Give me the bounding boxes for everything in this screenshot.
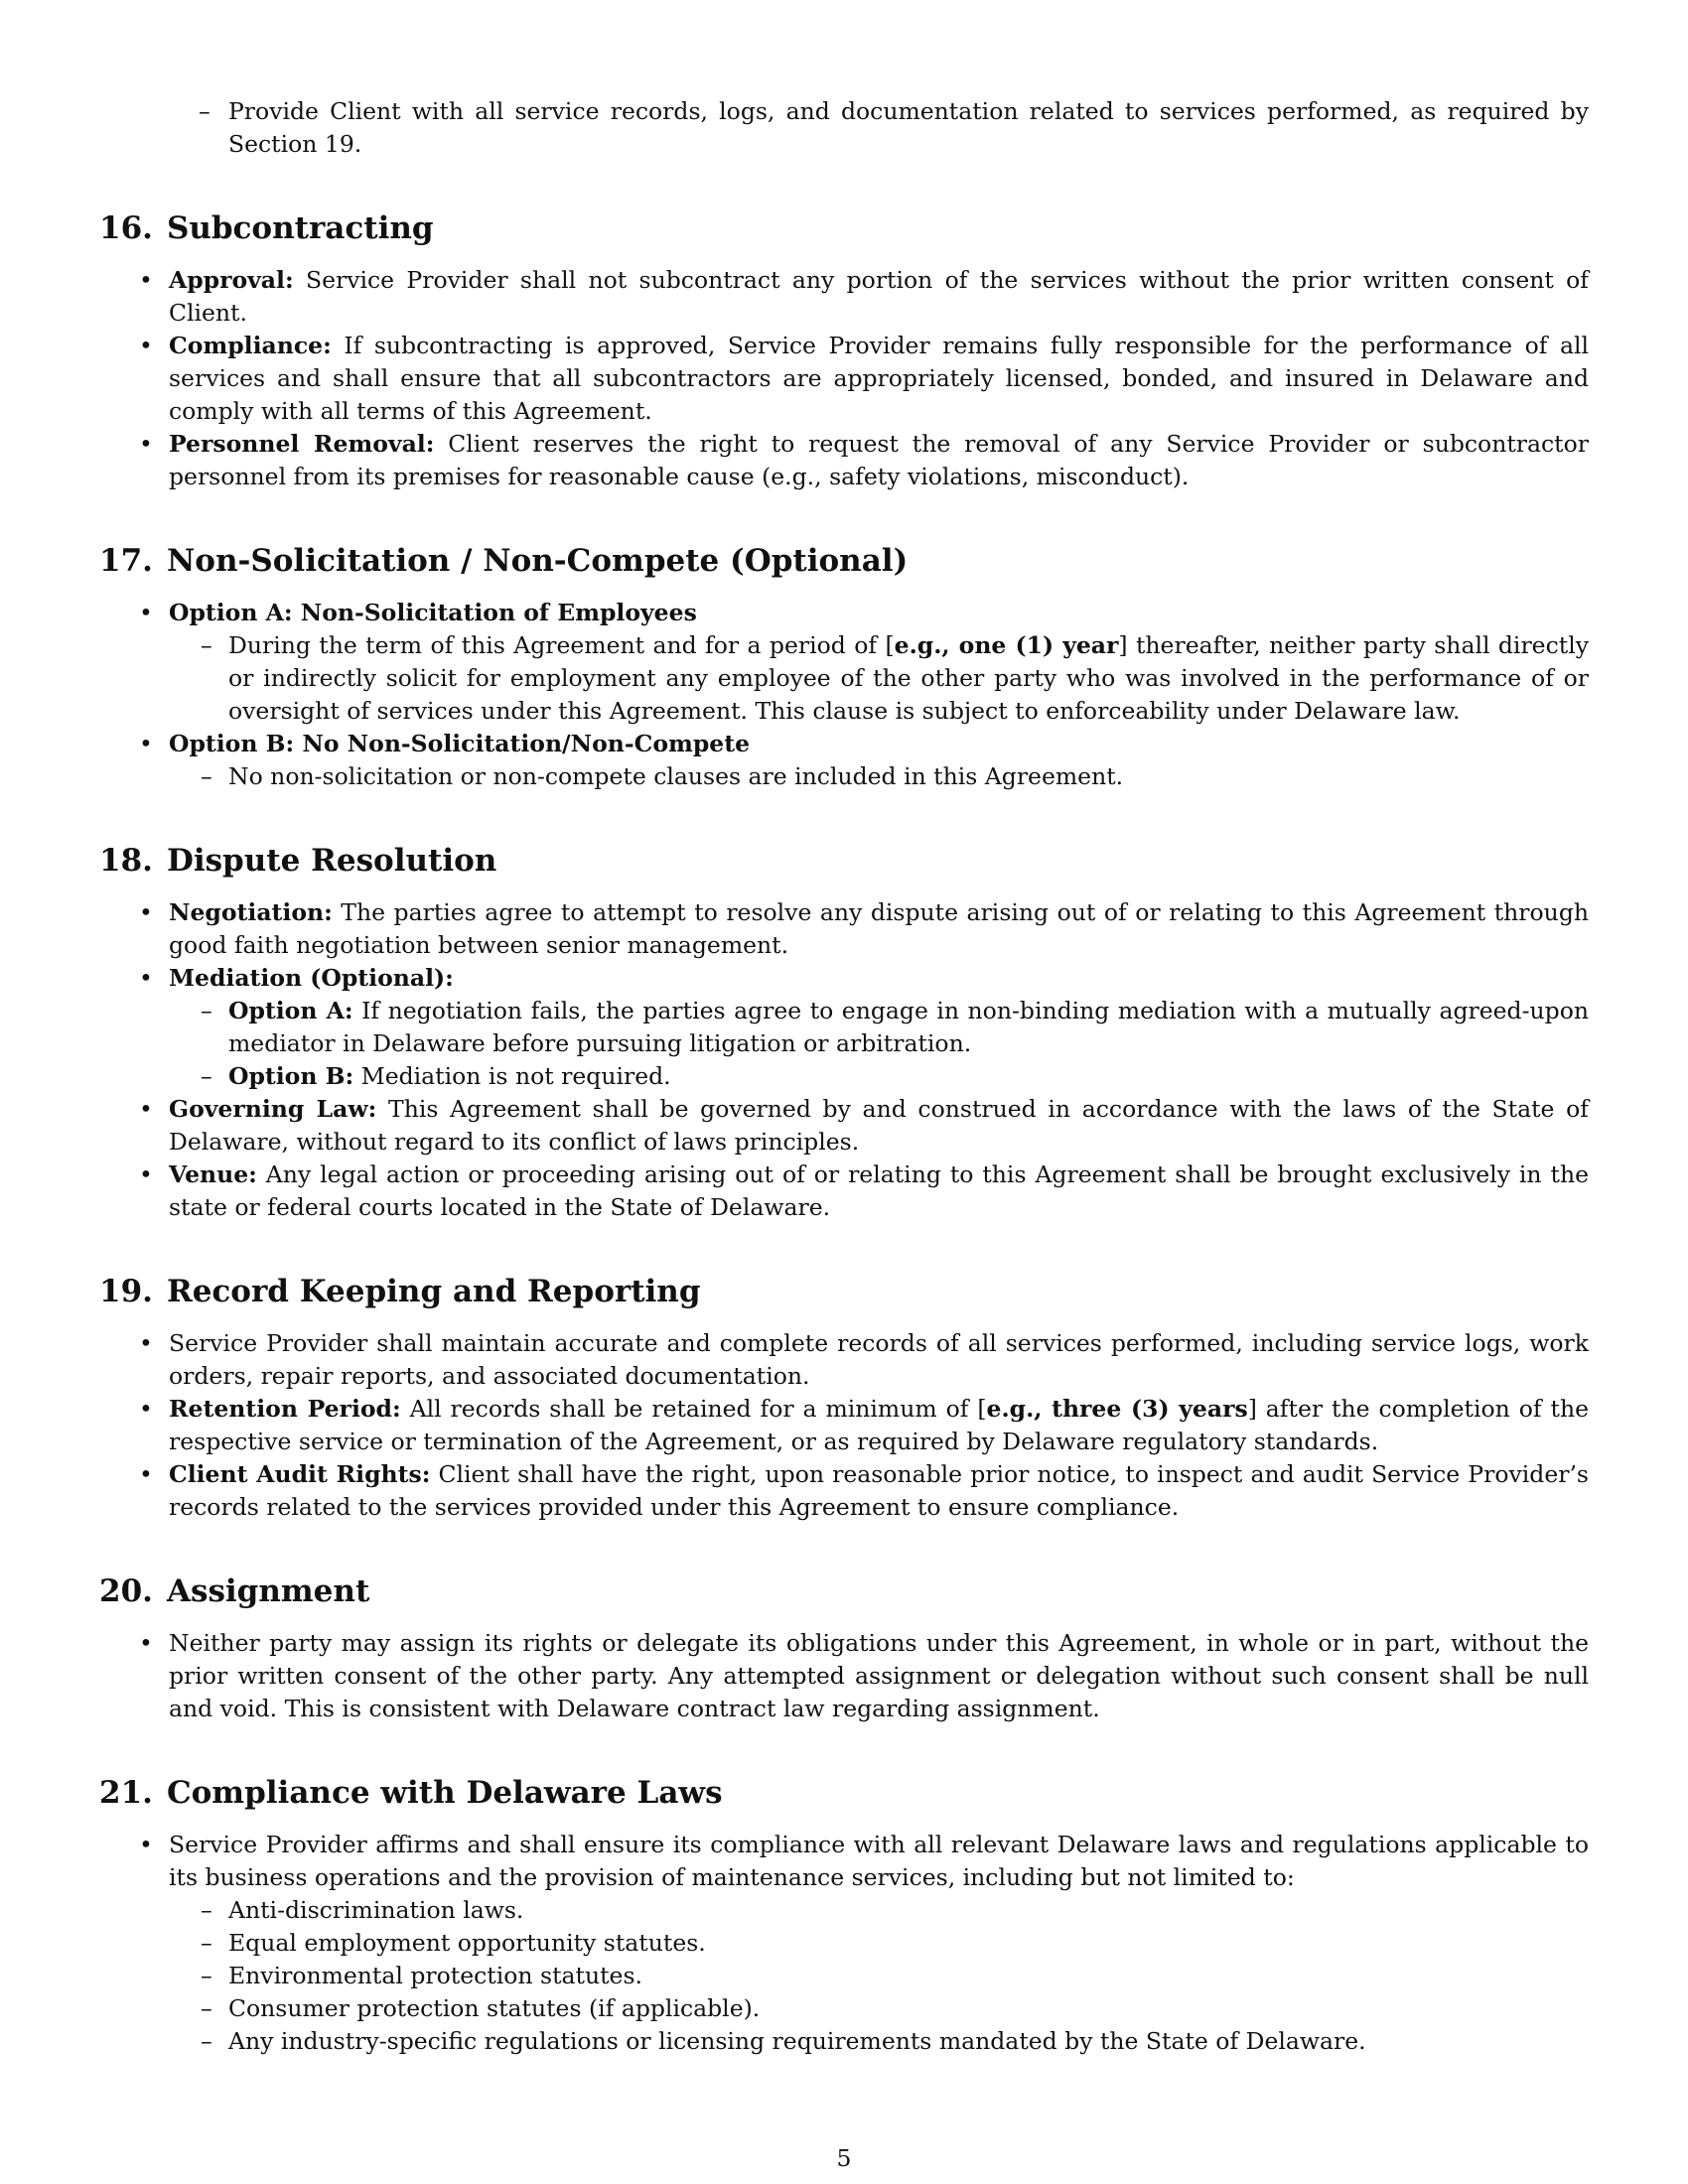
section-16-list xyxy=(99,264,1589,493)
list-item: • Service Provider shall maintain accurate and complete records of all services performed, including service logs, work orders, repair reports, and associated documentation. xyxy=(99,1327,1589,1393)
section-heading-16: 16. Subcontracting xyxy=(99,210,434,246)
list-item: • Mediation (Optional): – Option A: If negotiation fails, the parties agree to engage in non-binding mediation with a mutually agreed-upon mediator in Delaware before pursuing litigation or arbitration. – Option B: Mediation is not required. xyxy=(99,962,1589,1093)
list-item: • Option B: No Non-Solicitation/Non-Compete – No non-solicitation or non-compete clauses are included in this Agreement. xyxy=(99,728,1589,793)
sub-list-item: – Equal employment opportunity statutes. xyxy=(169,1927,1589,1960)
list-item: – Provide Client with all service records, logs, and documentation related to services performed, as required by Section 19. xyxy=(99,95,1589,161)
sub-list-item: – No non-solicitation or non-compete clauses are included in this Agreement. xyxy=(169,760,1589,793)
section-17-list xyxy=(99,597,1589,793)
carryover-list xyxy=(99,95,1589,161)
sub-list-item: – Option A: If negotiation fails, the parties agree to engage in non-binding mediation with a mutually agreed-upon mediator in Delaware before pursuing litigation or arbitration. xyxy=(169,995,1589,1060)
section-heading-21: 21. Compliance with Delaware Laws xyxy=(99,1775,723,1811)
sub-list-item: – Environmental protection statutes. xyxy=(169,1960,1589,1992)
sub-list-item: – Option B: Mediation is not required. xyxy=(169,1060,1589,1093)
list-item: • Retention Period: All records shall be retained for a minimum of [e.g., three (3) years] after the completion of the respective service or termination of the Agreement, or as required by Delaware regulatory standards. xyxy=(99,1393,1589,1458)
page-number: 5 xyxy=(836,2144,852,2172)
list-item: • Venue: Any legal action or proceeding arising out of or relating to this Agreement shall be brought exclusively in the state or federal courts located in the State of Delaware. xyxy=(99,1159,1589,1224)
section-heading-18: 18. Dispute Resolution xyxy=(99,843,497,879)
list-item: • Approval: Service Provider shall not subcontract any portion of the services without the prior written consent of Client. xyxy=(99,264,1589,330)
section-19-list xyxy=(99,1327,1589,1524)
section-20-list xyxy=(99,1627,1589,1725)
list-item: • Service Provider affirms and shall ensure its compliance with all relevant Delaware laws and regulations applicable to its business operations and the provision of maintenance services, including but not limited to: – Anti-discrimination laws. – Equal employment opportunity statutes. – Environmental protection statutes. – Consumer protection statutes (if applicable). – Any industry-specific regulations or licensing requirements mandated by the State of Delaware. xyxy=(99,1829,1589,2058)
list-item: • Compliance: If subcontracting is approved, Service Provider remains fully responsible for the performance of all services and shall ensure that all subcontractors are appropriately licensed, bonded, and insured in Delaware and comply with all terms of this Agreement. xyxy=(99,330,1589,428)
sub-list-item: – Consumer protection statutes (if applicable). xyxy=(169,1992,1589,2025)
list-item: • Governing Law: This Agreement shall be governed by and construed in accordance with the laws of the State of Delaware, without regard to its conflict of laws principles. xyxy=(99,1093,1589,1159)
sub-list-item: – Anti-discrimination laws. xyxy=(169,1894,1589,1927)
document-page xyxy=(99,95,1589,2058)
list-item: • Neither party may assign its rights or delegate its obligations under this Agreement, in whole or in part, without the prior written consent of the other party. Any attempted assignment or delegation without such consent shall be null and void. This is consistent with Delaware contract law regarding assignment. xyxy=(99,1627,1589,1725)
section-21-list xyxy=(99,1829,1589,2058)
sub-list-item: – Any industry-specific regulations or licensing requirements mandated by the State of Delaware. xyxy=(169,2025,1589,2058)
section-heading-20: 20. Assignment xyxy=(99,1573,370,1609)
list-item: • Personnel Removal: Client reserves the right to request the removal of any Service Provider or subcontractor personnel from its premises for reasonable cause (e.g., safety violations, misconduct). xyxy=(99,428,1589,493)
list-item: • Negotiation: The parties agree to attempt to resolve any dispute arising out of or relating to this Agreement through good faith negotiation between senior management. xyxy=(99,896,1589,962)
section-heading-19: 19. Record Keeping and Reporting xyxy=(99,1274,701,1309)
section-heading-17: 17. Non-Solicitation / Non-Compete (Optional) xyxy=(99,543,909,579)
list-item: • Client Audit Rights: Client shall have the right, upon reasonable prior notice, to inspect and audit Service Provider’s records related to the services provided under this Agreement to ensure compliance. xyxy=(99,1458,1589,1524)
sub-list-item: – During the term of this Agreement and for a period of [e.g., one (1) year] thereafter, neither party shall directly or indirectly solicit for employment any employee of the other party who was involved in the performance of or oversight of services under this Agreement. This clause is subject to enforceability under Delaware law. xyxy=(169,629,1589,728)
section-18-list xyxy=(99,896,1589,1224)
list-item: • Option A: Non-Solicitation of Employees – During the term of this Agreement and for a period of [e.g., one (1) year] thereafter, neither party shall directly or indirectly solicit for employment any employee of the other party who was involved in the performance of or oversight of services under this Agreement. This clause is subject to enforceability under Delaware law. xyxy=(99,597,1589,728)
